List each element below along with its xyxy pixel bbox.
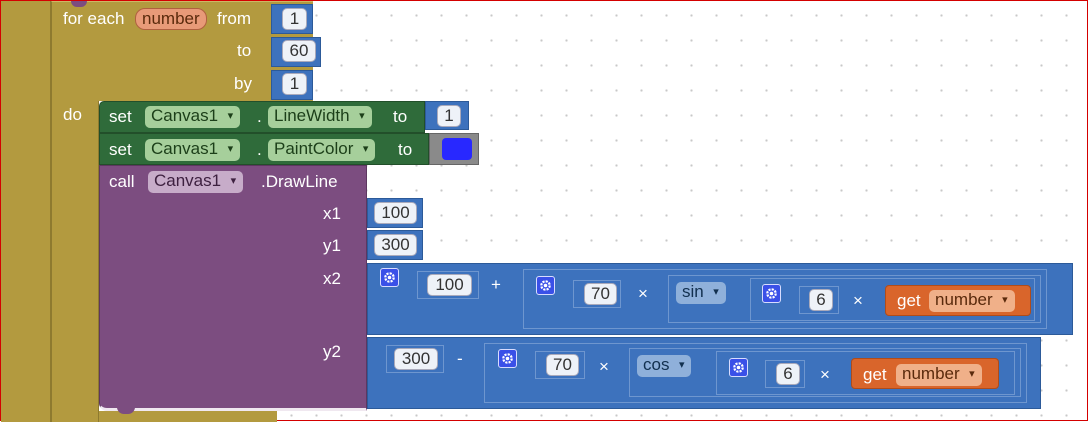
sin-inner-times-operator: × bbox=[853, 291, 863, 310]
x2-label: x2 bbox=[323, 269, 341, 288]
y2-times-operator: × bbox=[599, 357, 609, 376]
set2-component-dropdown[interactable] bbox=[145, 139, 240, 161]
to-number-field[interactable]: 60 bbox=[282, 40, 316, 62]
to-label: to bbox=[237, 41, 252, 60]
set2-property-dropdown[interactable] bbox=[268, 139, 375, 161]
gear-icon[interactable] bbox=[729, 358, 748, 377]
x2-get-label: get bbox=[897, 291, 921, 310]
chevron-down-icon: ▾ bbox=[227, 110, 234, 122]
chevron-down-icon: ▾ bbox=[359, 110, 365, 122]
y2-get-variable-name: number bbox=[902, 364, 960, 383]
call-component-name: Canvas1 bbox=[154, 171, 222, 190]
cos-function-dropdown[interactable] bbox=[637, 355, 691, 377]
set2-set-label: set bbox=[109, 140, 132, 159]
chevron-down-icon: ▾ bbox=[230, 175, 237, 187]
x2-times-operator: × bbox=[638, 284, 648, 303]
x1-number-field[interactable]: 100 bbox=[374, 202, 417, 224]
y2-mul-left-field[interactable]: 70 bbox=[546, 354, 579, 376]
y2-sub-left-field[interactable]: 300 bbox=[394, 348, 438, 370]
x2-get-variable-dropdown[interactable] bbox=[929, 290, 1015, 312]
set1-dot: . bbox=[257, 107, 262, 126]
x2-mul-left-field[interactable]: 70 bbox=[584, 283, 617, 305]
y1-label: y1 bbox=[323, 236, 341, 255]
cos-function-name: cos bbox=[643, 355, 670, 374]
y1-number-field[interactable]: 300 bbox=[374, 234, 417, 256]
loop-variable-field[interactable] bbox=[135, 8, 207, 30]
set2-dot: . bbox=[257, 140, 262, 159]
x2-add-left-field[interactable]: 100 bbox=[427, 274, 472, 296]
call-component-dropdown[interactable] bbox=[148, 171, 243, 193]
for-each-loop-spine bbox=[51, 101, 99, 422]
color-swatch[interactable] bbox=[442, 138, 472, 160]
gear-icon[interactable] bbox=[536, 276, 555, 295]
by-label: by bbox=[234, 74, 252, 93]
sin-function-dropdown[interactable] bbox=[676, 282, 726, 304]
gear-icon[interactable] bbox=[762, 284, 781, 303]
linewidth-number-field[interactable]: 1 bbox=[437, 105, 461, 127]
chevron-down-icon: ▾ bbox=[227, 143, 234, 155]
x2-plus-operator: + bbox=[491, 275, 501, 294]
set2-component-name: Canvas1 bbox=[151, 139, 219, 158]
call-label: call bbox=[109, 172, 135, 191]
outer-event-block[interactable] bbox=[1, 1, 51, 422]
set2-to-label: to bbox=[398, 140, 413, 159]
set1-property-name: LineWidth bbox=[274, 106, 350, 125]
set2-property-name: PaintColor bbox=[274, 139, 354, 158]
chevron-down-icon: ▾ bbox=[969, 368, 975, 380]
chevron-down-icon: ▾ bbox=[1002, 294, 1008, 306]
from-label: from bbox=[217, 9, 251, 28]
set1-property-dropdown[interactable] bbox=[268, 106, 372, 128]
from-number-field[interactable]: 1 bbox=[282, 8, 307, 30]
loop-variable-name: number bbox=[142, 9, 200, 28]
chevron-down-icon: ▾ bbox=[678, 359, 685, 371]
sin-inner-left-field[interactable]: 6 bbox=[809, 289, 833, 311]
set1-to-label: to bbox=[393, 107, 408, 126]
call-method-label: .DrawLine bbox=[261, 172, 338, 191]
sin-function-name: sin bbox=[682, 282, 704, 301]
by-number-field[interactable]: 1 bbox=[282, 73, 307, 95]
set1-component-dropdown[interactable] bbox=[145, 106, 240, 128]
set1-set-label: set bbox=[109, 107, 132, 126]
do-label: do bbox=[63, 105, 82, 124]
gear-icon[interactable] bbox=[380, 268, 399, 287]
cos-inner-times-operator: × bbox=[820, 365, 830, 384]
chevron-down-icon: ▾ bbox=[362, 143, 369, 155]
gear-icon[interactable] bbox=[498, 349, 517, 368]
cos-inner-left-field[interactable]: 6 bbox=[776, 363, 800, 385]
y2-label: y2 bbox=[323, 342, 341, 361]
x2-get-variable-name: number bbox=[935, 290, 993, 309]
set1-component-name: Canvas1 bbox=[151, 106, 219, 125]
y2-get-variable-dropdown[interactable] bbox=[896, 364, 982, 386]
y2-minus-operator: - bbox=[457, 349, 463, 368]
y2-get-label: get bbox=[863, 365, 887, 384]
x1-label: x1 bbox=[323, 204, 341, 223]
chevron-down-icon: ▾ bbox=[713, 286, 719, 298]
for-each-label: for each bbox=[63, 9, 125, 28]
